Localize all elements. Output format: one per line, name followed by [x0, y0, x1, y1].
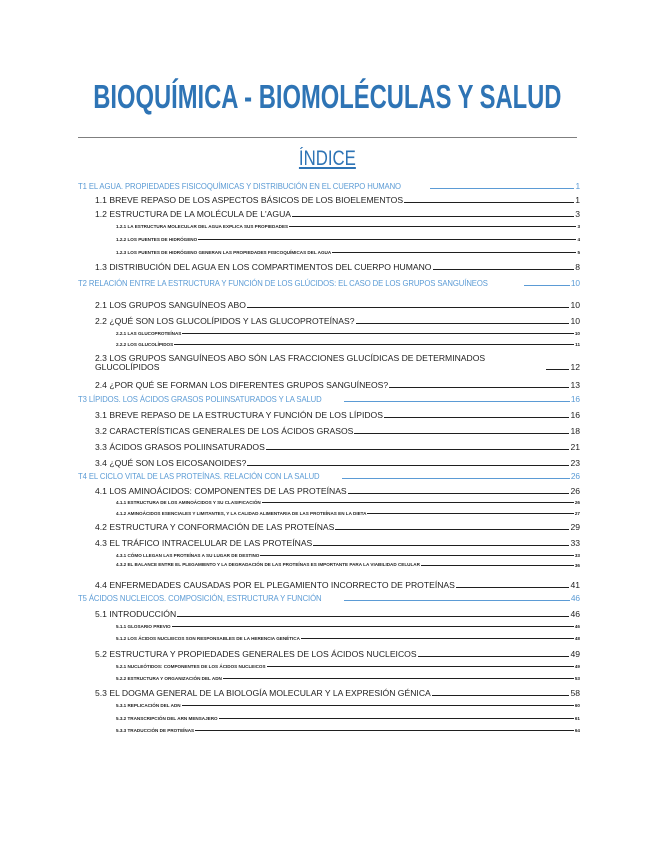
toc-entry[interactable] — [116, 703, 580, 708]
toc-entry[interactable] — [78, 593, 580, 603]
toc-entry-title: 2.2.2 LOS GLUCOLÍPIDOS — [116, 342, 174, 347]
toc-entry-title: 2.2.1 LAS GLUCOPROTEÍNAS — [116, 331, 182, 336]
toc-leader — [342, 478, 570, 479]
toc-page-number: 49 — [574, 664, 580, 669]
toc-page-number: 26 — [574, 500, 580, 505]
toc-entry[interactable] — [95, 486, 580, 496]
title-divider — [78, 137, 577, 138]
toc-leader — [247, 307, 570, 308]
toc-page-number: 23 — [570, 458, 580, 468]
toc-entry-title: 5.3 EL DOGMA GENERAL DE LA BIOLOGÍA MOLECULAR Y LA EXPRESIÓN GÉNICA — [95, 688, 431, 698]
toc-page-number: 1 — [575, 195, 580, 205]
toc-entry-title: 4.1 LOS AMINOÁCIDOS: COMPONENTES DE LAS PROTEÍNAS — [95, 486, 347, 496]
toc-entry-title: 2.3 LOS GRUPOS SANGUÍNEOS ABO SÓN LAS FRACCIONES GLUCÍDICAS DE DETERMINADOS GLUCOLÍPIDOS — [95, 353, 486, 373]
toc-leader — [348, 493, 570, 494]
toc-entry[interactable] — [116, 563, 580, 568]
toc-entry[interactable] — [116, 237, 580, 242]
toc-entry[interactable] — [78, 471, 580, 481]
toc-entry[interactable] — [95, 410, 580, 420]
toc-leader — [432, 695, 570, 696]
toc-page-number: 3 — [577, 224, 580, 229]
toc-entry[interactable] — [116, 224, 580, 229]
toc-entry-title: 3.4 ¿QUÉ SON LOS EICOSANOIDES? — [95, 458, 247, 468]
toc-entry[interactable] — [95, 609, 580, 619]
toc-leader — [546, 369, 569, 370]
toc-leader — [301, 638, 574, 639]
toc-entry[interactable] — [95, 316, 580, 326]
toc-leader — [404, 202, 574, 203]
toc-entry[interactable] — [95, 380, 580, 390]
toc-page-number: 53 — [574, 676, 580, 681]
toc-leader — [292, 216, 574, 217]
toc-leader — [456, 587, 570, 588]
index-heading: ÍNDICE — [298, 147, 356, 170]
toc-entry-title: 4.1.2 AMINOÁCIDOS ESENCIALES Y LIMITANTES, Y LA CALIDAD ALIMENTARIA DE LAS PROTEÍNAS EN LA DIETA — [116, 511, 367, 516]
toc-entry-title: 5.2.1 NUCLEÓTIDOS: COMPONENTES DE LOS ÁCIDOS NUCLEICOS — [116, 664, 266, 669]
toc-entry[interactable] — [78, 181, 580, 191]
toc-entry-title: 4.3 EL TRÁFICO INTRACELULAR DE LAS PROTEÍNAS — [95, 538, 313, 548]
toc-page-number: 60 — [574, 703, 580, 708]
toc-page-number: 48 — [574, 636, 580, 641]
toc-page-number: 10 — [570, 316, 580, 326]
toc-entry-title: T1 EL AGUA. PROPIEDADES FISICOQUÍMICAS Y DISTRIBUCIÓN EN EL CUERPO HUMANO — [78, 181, 401, 191]
toc-leader — [182, 333, 574, 334]
toc-page-number: 1 — [575, 181, 580, 191]
toc-leader — [262, 502, 574, 503]
toc-entry-title: 5.1.2 LOS ÁCIDOS NUCLEICOS SON RESPONSABLES DE LA HERENCIA GENÉTICA — [116, 636, 300, 641]
toc-leader — [182, 705, 574, 706]
toc-entry-title: 4.2 ESTRUCTURA Y CONFORMACIÓN DE LAS PROTEÍNAS — [95, 522, 335, 532]
toc-entry-title: 5.1.1 GLOSARIO PREVIO — [116, 624, 171, 629]
toc-entry[interactable] — [116, 676, 580, 681]
toc-page-number: 16 — [570, 410, 580, 420]
toc-leader — [384, 417, 569, 418]
toc-leader — [344, 600, 570, 601]
toc-leader — [418, 656, 570, 657]
toc-entry-title: T3 LÍPIDOS. LOS ÁCIDOS GRASOS POLIINSATURADOS Y LA SALUD — [78, 394, 322, 404]
toc-entry[interactable] — [116, 716, 580, 721]
toc-leader — [289, 226, 576, 227]
toc-leader — [430, 188, 574, 189]
toc-page-number: 33 — [570, 538, 580, 548]
toc-leader — [174, 344, 574, 345]
toc-entry-title: 5.3.1 REPLICACIÓN DEL ADN — [116, 703, 181, 708]
toc-leader — [267, 666, 574, 667]
toc-entry[interactable] — [95, 195, 580, 205]
toc-leader — [223, 678, 574, 679]
toc-page-number: 4 — [577, 237, 580, 242]
toc-page-number: 41 — [570, 580, 580, 590]
toc-page-number: 10 — [570, 300, 580, 310]
toc-page-number: 11 — [575, 342, 580, 347]
toc-entry-title: 3.2 CARACTERÍSTICAS GENERALES DE LOS ÁCIDOS GRASOS — [95, 426, 354, 436]
toc-page-number: 46 — [570, 593, 580, 603]
toc-entry-title: 1.1 BREVE REPASO DE LOS ASPECTOS BÁSICOS DE LOS BIOELEMENTOS — [95, 195, 404, 205]
toc-entry[interactable] — [95, 538, 580, 548]
toc-entry[interactable] — [116, 331, 580, 336]
toc-leader — [198, 239, 576, 240]
page-title: BIOQUÍMICA - BIOMOLÉCULAS Y SALUD — [93, 78, 562, 115]
toc-entry[interactable] — [116, 511, 580, 516]
toc-leader — [313, 545, 569, 546]
toc-entry[interactable] — [95, 458, 580, 468]
toc-page-number: 21 — [570, 442, 580, 452]
toc-page-number: 58 — [570, 688, 580, 698]
toc-entry[interactable] — [95, 442, 580, 452]
toc-entry[interactable] — [95, 580, 580, 590]
toc-entry-title: 4.3.1 CÓMO LLEGAN LAS PROTEÍNAS A SU LUGAR DE DESTINO — [116, 553, 260, 558]
toc-entry[interactable] — [78, 394, 580, 404]
toc-page-number: 26 — [570, 471, 580, 481]
toc-page-number: 26 — [570, 486, 580, 496]
toc-leader — [354, 433, 569, 434]
toc-entry[interactable] — [116, 250, 580, 255]
toc-entry[interactable] — [116, 624, 580, 629]
toc-leader — [172, 626, 574, 627]
toc-page-number: 33 — [574, 553, 580, 558]
toc-leader — [219, 718, 574, 719]
toc-leader — [356, 323, 570, 324]
toc-entry[interactable] — [116, 342, 580, 347]
toc-leader — [524, 285, 569, 286]
toc-entry[interactable] — [95, 522, 580, 532]
toc-entry[interactable] — [95, 354, 580, 372]
toc-entry-title: 4.4 ENFERMEDADES CAUSADAS POR EL PLEGAMIENTO INCORRECTO DE PROTEÍNAS — [95, 580, 455, 590]
toc-entry-title: 5.2 ESTRUCTURA Y PROPIEDADES GENERALES DE LOS ÁCIDOS NUCLEICOS — [95, 649, 417, 659]
toc-entry[interactable] — [95, 300, 580, 310]
toc-page-number: 36 — [574, 563, 580, 568]
toc-page-number: 27 — [574, 511, 580, 516]
toc-leader — [389, 387, 569, 388]
toc-entry-title: T2 RELACIÓN ENTRE LA ESTRUCTURA Y FUNCIÓN DE LOS GLÚCIDOS: EL CASO DE LOS GRUPOS SANGUÍNEOS — [78, 278, 488, 289]
toc-page-number: 3 — [575, 209, 580, 219]
toc-leader — [433, 269, 575, 270]
toc-entry[interactable] — [116, 728, 580, 733]
toc-leader — [177, 616, 569, 617]
toc-entry-title: 3.3 ÁCIDOS GRASOS POLIINSATURADOS — [95, 442, 265, 452]
toc-entry[interactable] — [95, 262, 580, 272]
toc-page-number: 29 — [570, 522, 580, 532]
toc-page-number: 5 — [577, 250, 580, 255]
toc-entry-title: 1.3 DISTRIBUCIÓN DEL AGUA EN LOS COMPARTIMENTOS DEL CUERPO HUMANO — [95, 262, 432, 272]
toc-entry[interactable] — [95, 426, 580, 436]
toc-entry-title: 2.2 ¿QUÉ SON LOS GLUCOLÍPIDOS Y LAS GLUCOPROTEÍNAS? — [95, 316, 355, 326]
toc-entry-title: T4 EL CICLO VITAL DE LAS PROTEÍNAS. RELACIÓN CON LA SALUD — [78, 471, 320, 481]
toc-entry-title: 2.1 LOS GRUPOS SANGUÍNEOS ABO — [95, 300, 246, 310]
toc-entry[interactable] — [116, 664, 580, 669]
toc-page-number: 16 — [570, 394, 580, 404]
toc-leader — [367, 513, 573, 514]
toc-leader — [335, 529, 569, 530]
toc-leader — [421, 565, 574, 566]
toc-entry-title: 1.2.3 LOS PUENTES DE HIDRÓGENO GENERAN LAS PROPIEDADES FISICOQUÍMICAS DEL AGUA — [116, 250, 332, 255]
toc-entry-title: 1.2.1 LA ESTRUCTURA MOLECULAR DEL AGUA EXPLICA SUS PROPIEDADES — [116, 224, 289, 229]
toc-entry[interactable] — [116, 636, 580, 641]
toc-page-number: 61 — [574, 716, 580, 721]
toc-page-number: 12 — [570, 362, 580, 373]
toc-page-number: 46 — [574, 624, 580, 629]
toc-page-number: 46 — [570, 609, 580, 619]
toc-entry[interactable] — [78, 278, 580, 288]
toc-entry-title: 1.2.2 LOS PUENTES DE HIDRÓGENO — [116, 237, 198, 242]
toc-leader — [344, 401, 570, 402]
toc-page-number: 64 — [574, 728, 580, 733]
toc-entry-title: 4.1.1 ESTRUCTURA DE LOS AMINOÁCIDOS Y SU CLASIFICACIÓN — [116, 500, 261, 505]
toc-entry[interactable] — [116, 500, 580, 505]
toc-entry[interactable] — [95, 688, 580, 698]
toc-leader — [247, 465, 569, 466]
toc-entry[interactable] — [95, 649, 580, 659]
toc-leader — [266, 449, 570, 450]
toc-entry-title: 5.3.3 TRADUCCIÓN DE PROTEÍNAS — [116, 728, 195, 733]
toc-page-number: 13 — [570, 380, 580, 390]
toc-entry-title: 5.1 INTRODUCCIÓN — [95, 609, 177, 619]
toc-entry[interactable] — [116, 553, 580, 558]
toc-page-number: 18 — [570, 426, 580, 436]
toc-page-number: 8 — [575, 262, 580, 272]
toc-leader — [260, 555, 574, 556]
toc-leader — [195, 730, 574, 731]
toc-page-number: 49 — [570, 649, 580, 659]
toc-page-number: 10 — [570, 278, 580, 288]
toc-entry-title: 4.3.2 EL BALANCE ENTRE EL PLEGAMIENTO Y LA DEGRADACIÓN DE LAS PROTEÍNAS ES IMPORTANTE PARA LA VIABILIDAD CELULAR — [116, 562, 420, 568]
toc-entry-title: T5 ÁCIDOS NUCLEICOS. COMPOSICIÓN, ESTRUCTURA Y FUNCIÓN — [78, 593, 322, 603]
toc-entry-title: 3.1 BREVE REPASO DE LA ESTRUCTURA Y FUNCIÓN DE LOS LÍPIDOS — [95, 410, 383, 420]
toc-entry[interactable] — [95, 209, 580, 219]
toc-entry-title: 2.4 ¿POR QUÉ SE FORMAN LOS DIFERENTES GRUPOS SANGUÍNEOS? — [95, 380, 389, 390]
toc-entry-title: 5.2.2 ESTRUCTURA Y ORGANIZACIÓN DEL ADN — [116, 676, 222, 681]
toc-entry-title: 5.3.2 TRANSCRIPCIÓN DEL ARN MENSAJERO — [116, 716, 218, 721]
toc-leader — [332, 252, 576, 253]
toc-entry-title: 1.2 ESTRUCTURA DE LA MOLÉCULA DE L'AGUA — [95, 209, 292, 219]
toc-page-number: 10 — [574, 331, 580, 336]
